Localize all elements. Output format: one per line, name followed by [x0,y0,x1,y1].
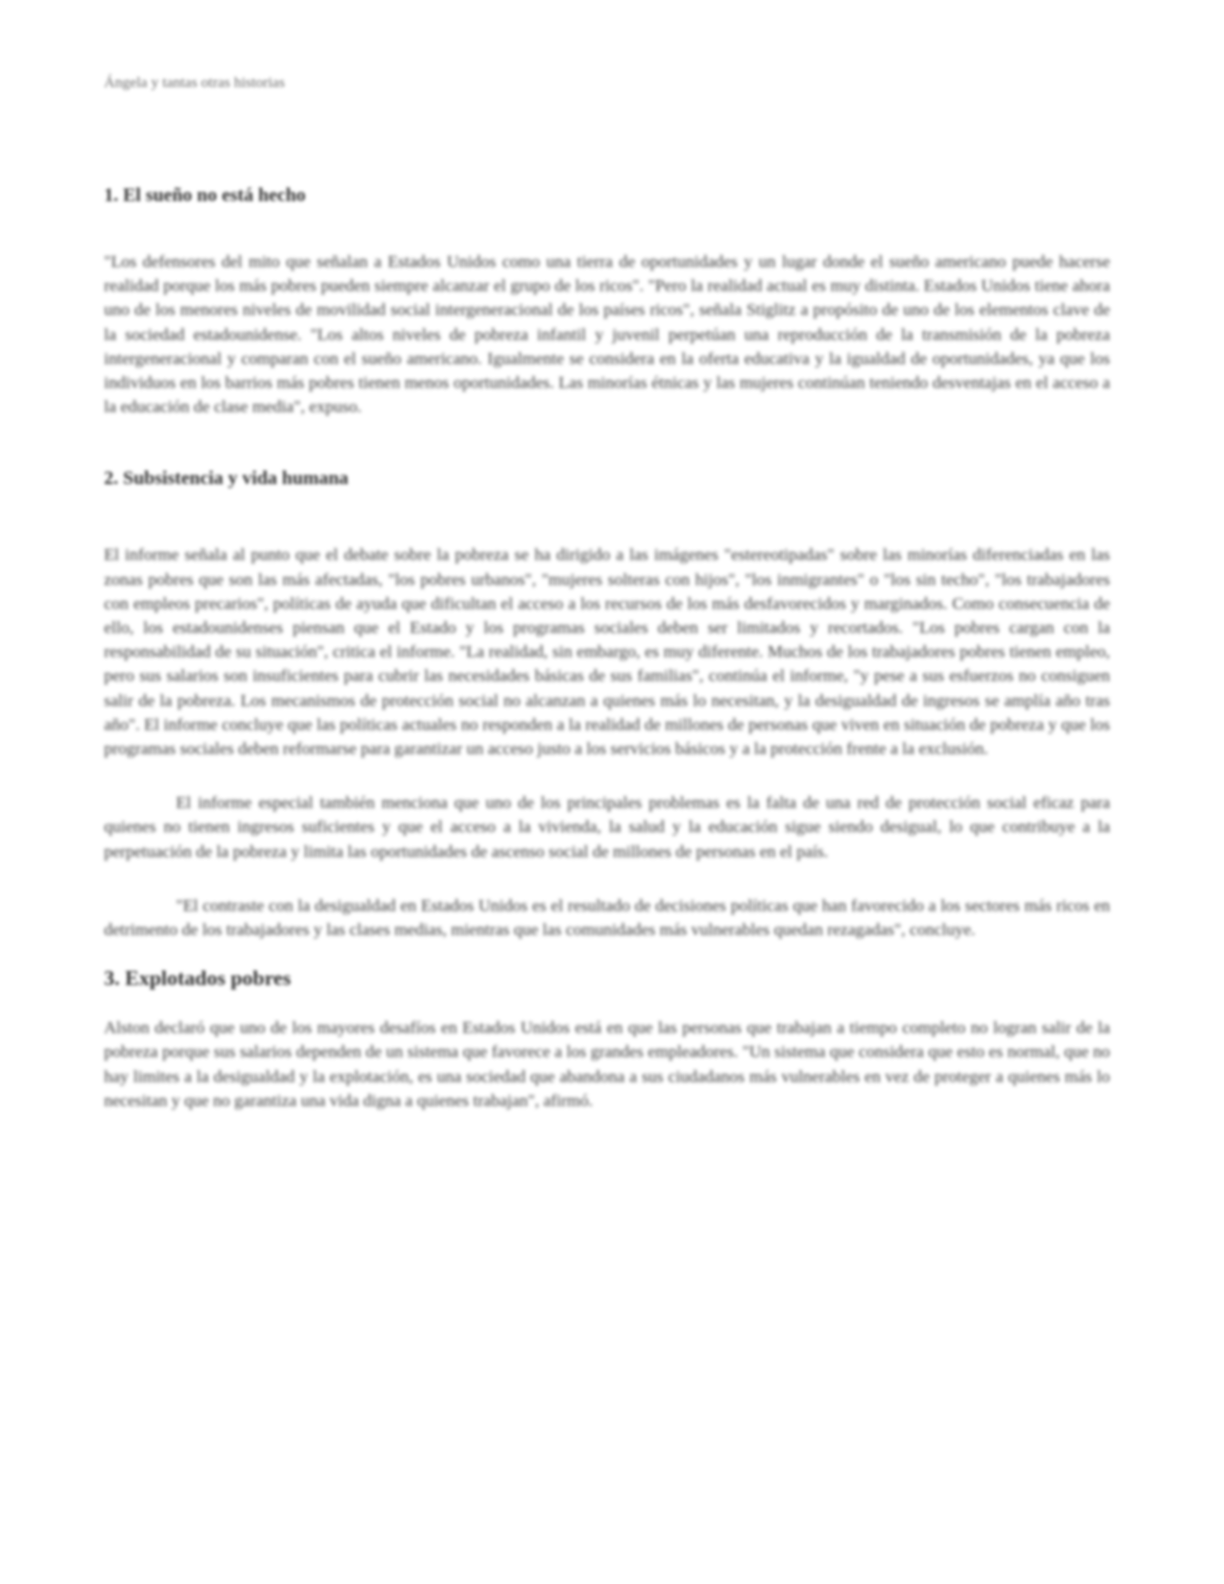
section-2-paragraph-indented: El informe especial también menciona que uno de los principales problemas es la falta de una red de protección social eficaz para quienes no tienen ingresos suficientes y que el acceso a la vivienda, la salud y la educación sigue siendo desigual, lo que contribuye a la perpetuación de la pobreza y limita las oportunidades de ascenso social de millones de personas en el país. [104,793,1110,861]
section-2-quote-paragraph: "El contraste con la desigualdad en Estados Unidos es el resultado de decisiones políticas que han favorecido a los sectores más ricos en detrimento de los trabajadores y las clases medias, mientras que las comunidades más vulnerables quedan rezagadas", concluye. [104,895,1110,940]
section-3-paragraph: Alston declaró que uno de los mayores desafíos en Estados Unidos está en que las personas que trabajan a tiempo completo no logran salir de la pobreza porque sus salarios dependen de un sistema que favorece a los grandes empleadores. "Un sistema que considera que esto es normal, que no hay limites a la desigualdad y la explotación, es una sociedad que abandona a sus ciudadanos más vulnerables en vez de proteger a quienes más lo necesitan y que no garantiza una vida digna a quienes trabajan", afirmó. [104,1018,1110,1110]
section-1-paragraph: "Los defensores del mito que señalan a Estados Unidos como una tierra de oportunidades y un lugar donde el sueño americano puede hacerse realidad porque los más pobres pueden siempre alcanzar el grupo de los ricos". "Pero la realidad actual es muy distinta. Estados Unidos tiene ahora uno de los menores niveles de movilidad social intergeneracional de los países ricos", señala Stiglitz a propósito de uno de los elementos clave de la sociedad estadounidense. "Los altos niveles de pobreza infantil y juvenil perpetúan una reproducción de la transmisión de la pobreza intergeneracional y comparan con el sueño americano. Igualmente se considera en la oferta educativa y la igualdad de oportunidades, ya que los individuos en los barrios más pobres tienen menos oportunidades. Las minorías étnicas y las mujeres continúan teniendo desventajas en el acceso a la educación de clase media", expuso. [104,252,1110,417]
section-2-paragraph: El informe señala al punto que el debate sobre la pobreza se ha dirigido a las imágenes "estereotipadas" sobre las minorías diferenciadas en las zonas pobres que son las más afectadas, "los pobres urbanos", "mujeres solteras con hijos", "los inmigrantes" o "los sin techo", "los trabajadores con empleos precarios", políticas de ayuda que dificultan el acceso a los recursos de los más desfavorecidos y marginados. Como consecuencia de ello, los estadounidenses piensan que el Estado y los programas sociales deben ser limitados y recortados. "Los pobres cargan con la responsabilidad de su situación", critica el informe. "La realidad, sin embargo, es muy diferente. Muchos de los trabajadores pobres tienen empleo, pero sus salarios son insuficientes para cubrir las necesidades básicas de sus familias", continúa el informe, "y pese a sus esfuerzos no consiguen salir de la pobreza. Los mecanismos de protección social no alcanzan a quienes más lo necesitan, y la desigualdad de ingresos se amplía año tras año". El informe concluye que las políticas actuales no responden a la realidad de millones de personas que viven en situación de pobreza y que los programas sociales deben reformarse para garantizar un acceso justo a los servicios básicos y a la protección frente a la exclusión. [104,545,1110,759]
section-heading-2: 2. Subsistencia y vida humana [104,468,349,490]
document-header: Ángela y tantas otras historias [104,75,285,91]
section-heading-1: 1. El sueño no está hecho [104,185,306,206]
section-heading-3: 3. Explotados pobres [104,966,291,991]
document-page [104,72,1110,1113]
